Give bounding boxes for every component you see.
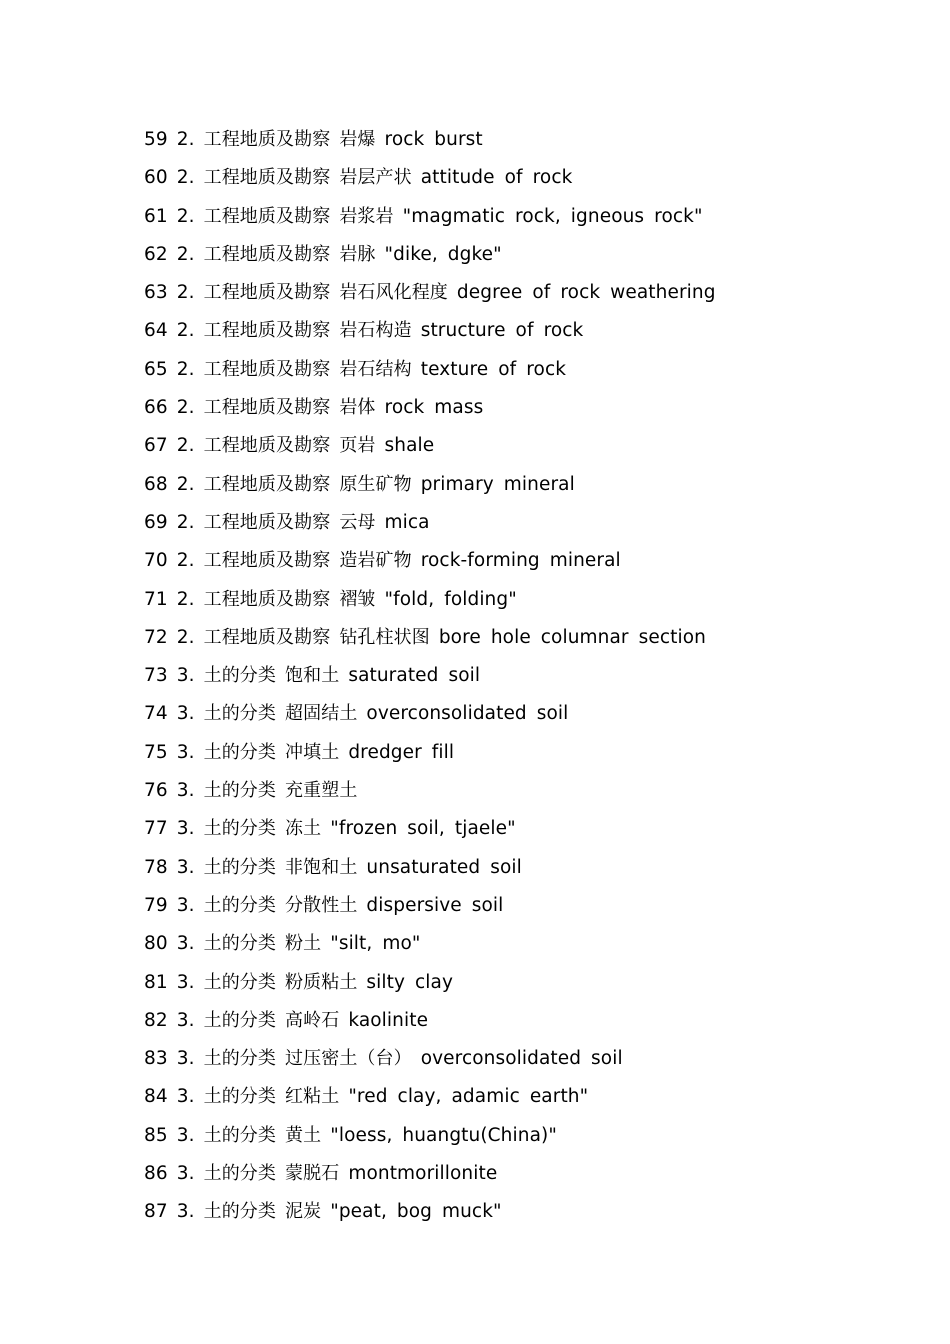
glossary-entry [144, 928, 716, 966]
entry-category: 土的分类 [203, 894, 277, 916]
glossary-entry [144, 622, 716, 660]
entry-category: 土的分类 [203, 703, 277, 725]
glossary-entry [144, 354, 716, 392]
entry-category: 工程地质及勘察 [203, 205, 331, 227]
entry-category: 土的分类 [203, 780, 277, 802]
entry-number: 69 [144, 511, 168, 533]
glossary-entry [144, 1081, 716, 1119]
entry-section: 2. [176, 511, 195, 533]
glossary-entry [144, 1196, 716, 1234]
entry-term-chinese: 蒙脱石 [285, 1163, 340, 1185]
entry-category: 工程地质及勘察 [203, 243, 331, 265]
entry-term-chinese: 高岭石 [285, 1009, 340, 1031]
entry-number: 63 [144, 282, 168, 304]
entry-section: 3. [176, 703, 195, 725]
entry-term-chinese: 岩爆 [339, 129, 376, 150]
entry-number: 86 [144, 1163, 168, 1185]
entry-term-english: overconsolidated soil [366, 703, 569, 725]
entry-category: 土的分类 [203, 933, 277, 955]
entry-term-chinese: 充重塑土 [285, 780, 358, 802]
entry-term-english: overconsolidated soil [420, 1048, 623, 1070]
entry-term-chinese: 原生矿物 [339, 473, 412, 495]
entry-section: 2. [176, 435, 195, 457]
entry-term-english: "silt, mo" [330, 933, 421, 955]
entry-category: 土的分类 [203, 818, 277, 840]
entry-number: 85 [144, 1124, 168, 1146]
entry-category: 土的分类 [203, 1009, 277, 1031]
glossary-entry [144, 1120, 716, 1158]
entry-category: 工程地质及勘察 [203, 511, 331, 533]
entry-section: 3. [176, 665, 195, 687]
entry-term-english: mica [384, 511, 430, 533]
entry-term-chinese: 岩层产状 [339, 167, 412, 189]
entry-number: 61 [144, 205, 168, 227]
entry-number: 87 [144, 1201, 168, 1223]
entry-term-chinese: 冲填土 [285, 741, 340, 763]
entry-number: 71 [144, 588, 168, 610]
glossary-entry [144, 392, 716, 430]
glossary-entry [144, 737, 716, 775]
entry-section: 2. [176, 588, 195, 610]
entry-category: 工程地质及勘察 [203, 167, 331, 189]
entry-term-english: montmorillonite [348, 1163, 498, 1185]
glossary-entry [144, 507, 716, 545]
entry-number: 79 [144, 894, 168, 916]
entry-number: 80 [144, 933, 168, 955]
glossary-entry [144, 967, 716, 1005]
entry-section: 3. [176, 741, 195, 763]
entry-section: 3. [176, 1124, 195, 1146]
entry-category: 土的分类 [203, 665, 277, 687]
entry-number: 77 [144, 818, 168, 840]
entry-category: 土的分类 [203, 1201, 277, 1223]
glossary-entry [144, 1158, 716, 1196]
entry-category: 工程地质及勘察 [203, 397, 331, 419]
glossary-entry [144, 124, 716, 162]
entry-section: 2. [176, 205, 195, 227]
entry-number: 78 [144, 856, 168, 878]
entry-section: 2. [176, 473, 195, 495]
entry-term-chinese: 褶皱 [339, 588, 376, 610]
entry-term-chinese: 非饱和土 [285, 856, 358, 878]
entry-term-english: bore hole columnar section [438, 626, 706, 648]
entry-category: 工程地质及勘察 [203, 550, 331, 572]
glossary-entry [144, 201, 716, 239]
glossary-entry [144, 277, 716, 315]
glossary-entry [144, 430, 716, 468]
entry-section: 2. [176, 550, 195, 572]
entry-category: 土的分类 [203, 1048, 277, 1070]
entry-term-english: shale [384, 435, 435, 457]
entry-category: 土的分类 [203, 1124, 277, 1146]
entry-number: 68 [144, 473, 168, 495]
entry-term-english: "red clay, adamic earth" [348, 1086, 589, 1108]
entry-number: 83 [144, 1048, 168, 1070]
glossary-entry [144, 1005, 716, 1043]
entry-term-english: rock-forming mineral [420, 550, 621, 572]
entry-category: 工程地质及勘察 [203, 320, 331, 342]
entry-term-chinese: 岩石风化程度 [339, 282, 448, 304]
entry-section: 2. [176, 320, 195, 342]
entry-term-english: "loess, huangtu(China)" [330, 1124, 557, 1146]
entry-section: 3. [176, 894, 195, 916]
entry-term-english: rock burst [384, 129, 483, 150]
entry-term-chinese: 饱和土 [285, 665, 340, 687]
entry-term-english: degree of rock weathering [456, 282, 716, 304]
entry-number: 72 [144, 626, 168, 648]
entry-section: 2. [176, 167, 195, 189]
entry-term-chinese: 岩脉 [339, 243, 376, 265]
entry-category: 工程地质及勘察 [203, 473, 331, 495]
entry-number: 82 [144, 1009, 168, 1031]
entry-term-english: "magmatic rock, igneous rock" [402, 205, 703, 227]
entry-term-chinese: 页岩 [339, 435, 376, 457]
glossary-list [144, 124, 716, 1235]
entry-number: 75 [144, 741, 168, 763]
entry-number: 81 [144, 971, 168, 993]
entry-term-chinese: 粉质粘土 [285, 971, 358, 993]
entry-category: 土的分类 [203, 1163, 277, 1185]
entry-section: 3. [176, 818, 195, 840]
entry-number: 67 [144, 435, 168, 457]
entry-section: 3. [176, 780, 195, 802]
entry-term-chinese: 粉土 [285, 933, 322, 955]
entry-section: 2. [176, 243, 195, 265]
entry-number: 84 [144, 1086, 168, 1108]
entry-section: 2. [176, 626, 195, 648]
entry-category: 工程地质及勘察 [203, 435, 331, 457]
glossary-entry [144, 315, 716, 353]
entry-term-chinese: 分散性土 [285, 894, 358, 916]
entry-term-chinese: 黄土 [285, 1124, 322, 1146]
entry-term-english: unsaturated soil [366, 856, 522, 878]
entry-term-english: primary mineral [420, 473, 575, 495]
entry-category: 工程地质及勘察 [203, 588, 331, 610]
entry-term-english: "dike, dgke" [384, 243, 502, 265]
entry-term-chinese: 过压密土（台） [285, 1048, 412, 1070]
glossary-entry [144, 239, 716, 277]
glossary-entry [144, 162, 716, 200]
glossary-entry [144, 813, 716, 851]
glossary-entry [144, 545, 716, 583]
entry-category: 土的分类 [203, 1086, 277, 1108]
entry-term-chinese: 红粘土 [285, 1086, 340, 1108]
entry-section: 3. [176, 933, 195, 955]
entry-term-chinese: 钻孔柱状图 [339, 626, 430, 648]
entry-term-english: "peat, bog muck" [330, 1201, 502, 1223]
entry-category: 工程地质及勘察 [203, 129, 331, 150]
entry-term-chinese: 岩石构造 [339, 320, 412, 342]
glossary-entry [144, 584, 716, 622]
glossary-entry [144, 698, 716, 736]
entry-number: 74 [144, 703, 168, 725]
entry-term-chinese: 岩浆岩 [339, 205, 394, 227]
entry-section: 3. [176, 1086, 195, 1108]
entry-term-chinese: 岩石结构 [339, 358, 412, 380]
entry-number: 76 [144, 780, 168, 802]
entry-category: 土的分类 [203, 856, 277, 878]
entry-number: 70 [144, 550, 168, 572]
entry-category: 土的分类 [203, 741, 277, 763]
entry-section: 3. [176, 1201, 195, 1223]
glossary-entry [144, 890, 716, 928]
entry-number: 59 [144, 129, 168, 150]
entry-section: 3. [176, 1163, 195, 1185]
entry-number: 60 [144, 167, 168, 189]
entry-term-english: silty clay [366, 971, 454, 993]
entry-term-english: dredger fill [348, 741, 455, 763]
entry-category: 工程地质及勘察 [203, 358, 331, 380]
entry-number: 62 [144, 243, 168, 265]
entry-section: 2. [176, 358, 195, 380]
glossary-entry [144, 852, 716, 890]
entry-section: 3. [176, 971, 195, 993]
entry-term-english: "frozen soil, tjaele" [330, 818, 516, 840]
entry-term-english: dispersive soil [366, 894, 504, 916]
entry-term-english: "fold, folding" [384, 588, 517, 610]
entry-term-english: texture of rock [420, 358, 567, 380]
entry-category: 土的分类 [203, 971, 277, 993]
entry-section: 3. [176, 1009, 195, 1031]
entry-number: 65 [144, 358, 168, 380]
entry-term-english: saturated soil [348, 665, 481, 687]
entry-term-english: kaolinite [348, 1009, 429, 1031]
entry-section: 3. [176, 856, 195, 878]
entry-number: 64 [144, 320, 168, 342]
entry-term-chinese: 超固结土 [285, 703, 358, 725]
entry-term-chinese: 造岩矿物 [339, 550, 412, 572]
entry-number: 73 [144, 665, 168, 687]
entry-section: 2. [176, 282, 195, 304]
entry-term-english: rock mass [384, 397, 484, 419]
entry-term-chinese: 云母 [339, 511, 376, 533]
entry-number: 66 [144, 397, 168, 419]
glossary-entry [144, 775, 716, 813]
entry-category: 工程地质及勘察 [203, 282, 331, 304]
entry-term-english: attitude of rock [420, 167, 573, 189]
entry-category: 工程地质及勘察 [203, 626, 331, 648]
glossary-entry [144, 660, 716, 698]
entry-section: 3. [176, 1048, 195, 1070]
entry-term-chinese: 冻土 [285, 818, 322, 840]
glossary-entry [144, 1043, 716, 1081]
entry-term-chinese: 岩体 [339, 397, 376, 419]
glossary-entry [144, 469, 716, 507]
entry-term-english: structure of rock [420, 320, 584, 342]
entry-section: 2. [176, 129, 195, 150]
entry-term-chinese: 泥炭 [285, 1201, 322, 1223]
entry-section: 2. [176, 397, 195, 419]
